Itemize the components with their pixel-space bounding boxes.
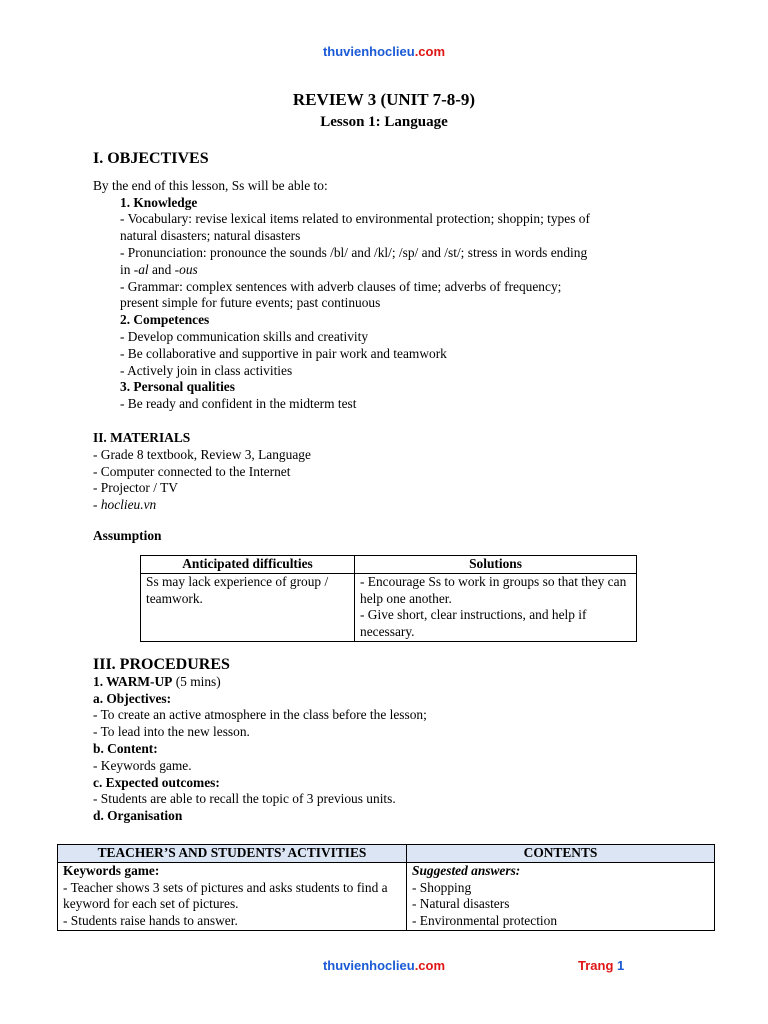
objectives-intro: By the end of this lesson, Ss will be able to: <box>93 177 328 193</box>
knowledge-label: 1. Knowledge <box>120 194 198 210</box>
column-header: TEACHER’S AND STUDENTS’ ACTIVITIES <box>58 845 407 863</box>
knowledge-line: - Pronunciation: pronounce the sounds /bl/ and /kl/; /sp/ and /st/; stress in words ending <box>120 244 588 260</box>
page-number-value: 1 <box>617 958 625 973</box>
competence-item: - Develop communication skills and creativity <box>120 328 369 344</box>
knowledge-line: present simple for future events; past continuous <box>120 295 381 311</box>
warmup-time: (5 mins) <box>172 673 221 689</box>
page-title: REVIEW 3 (UNIT 7-8-9) <box>292 90 476 109</box>
difficulty-cell: Ss may lack experience of group / teamwork. <box>141 573 355 641</box>
activity-title: Keywords game: <box>63 862 160 878</box>
outcomes-sub-label: c. Expected outcomes: <box>93 774 220 790</box>
text: in <box>120 261 134 277</box>
material-item: - Grade 8 textbook, Review 3, Language <box>93 446 311 462</box>
content-item: - Keywords game. <box>93 757 192 773</box>
warmup-label: 1. WARM-UP <box>93 673 173 689</box>
activities-table <box>57 844 715 931</box>
knowledge-vocabulary <box>93 211 718 228</box>
contents-cell <box>407 862 715 930</box>
column-header: Anticipated difficulties <box>141 556 355 574</box>
warmup-heading <box>93 674 718 691</box>
quality-item: - Be ready and confident in the midterm test <box>120 396 357 412</box>
brand-domain: .com <box>414 958 446 973</box>
answers-title: Suggested answers: <box>412 862 521 878</box>
objective-item: - To lead into the new lesson. <box>93 724 250 740</box>
organisation-sub-label: d. Organisation <box>93 808 183 824</box>
answer-item: - Shopping <box>412 879 472 895</box>
outcome-item: - Students are able to recall the topic of 3 previous units. <box>93 791 396 807</box>
column-header: Solutions <box>355 556 637 574</box>
text: and <box>148 261 175 277</box>
procedures-section <box>93 657 718 825</box>
column-header: CONTENTS <box>407 845 715 863</box>
page-label: Trang <box>578 958 618 973</box>
qualities-label: 3. Personal qualities <box>120 379 235 395</box>
competences-label: 2. Competences <box>120 312 210 328</box>
objective-item: - To create an active atmosphere in the class before the lesson; <box>93 707 427 723</box>
knowledge-pronunciation-end <box>93 262 718 279</box>
suffix-ous: -ous <box>174 261 198 277</box>
procedures-heading: III. PROCEDURES <box>93 656 230 673</box>
solution-item: - Give short, clear instructions, and help if necessary. <box>360 607 587 640</box>
answer-item: - Environmental protection <box>412 913 558 929</box>
header-brand <box>0 44 768 59</box>
content-sub-label: b. Content: <box>93 740 158 756</box>
answer-item: - Natural disasters <box>412 896 510 912</box>
brand-domain: .com <box>414 44 446 59</box>
objectives-heading: I. OBJECTIVES <box>93 150 209 167</box>
material-item: - Projector / TV <box>93 480 178 496</box>
materials-heading: II. MATERIALS <box>93 430 191 445</box>
solution-cell <box>355 573 637 641</box>
page-number <box>578 958 624 973</box>
suffix-al: -al <box>133 261 149 277</box>
assumption-label: Assumption <box>93 527 162 543</box>
text: - <box>93 497 101 513</box>
material-item: - Computer connected to the Internet <box>93 463 291 479</box>
website-name: hoclieu.vn <box>100 497 157 513</box>
solution-item: - Encourage Ss to work in groups so that they can help one another. <box>360 573 627 606</box>
knowledge-line: - Vocabulary: revise lexical items related to environmental protection; shoppin; types of <box>120 211 590 227</box>
activities-cell <box>58 862 407 930</box>
competence-item: - Be collaborative and supportive in pair work and teamwork <box>120 345 447 361</box>
assumption-table <box>140 555 637 642</box>
objectives-section <box>93 151 718 413</box>
activity-step: - Teacher shows 3 sets of pictures and asks students to find a keyword for each set of pictures. <box>63 879 388 912</box>
objectives-sub-label: a. Objectives: <box>93 690 172 706</box>
footer-brand <box>0 958 768 973</box>
knowledge-line: natural disasters; natural disasters <box>120 228 301 244</box>
activity-step: - Students raise hands to answer. <box>63 913 238 929</box>
page-subtitle: Lesson 1: Language <box>320 114 448 130</box>
knowledge-line: - Grammar: complex sentences with adverb clauses of time; adverbs of frequency; <box>120 278 562 294</box>
competence-item: - Actively join in class activities <box>120 362 293 378</box>
material-item-website <box>93 497 718 514</box>
materials-section <box>93 430 718 545</box>
brand-name: thuvienhoclieu <box>322 44 415 59</box>
brand-name: thuvienhoclieu <box>322 958 415 973</box>
